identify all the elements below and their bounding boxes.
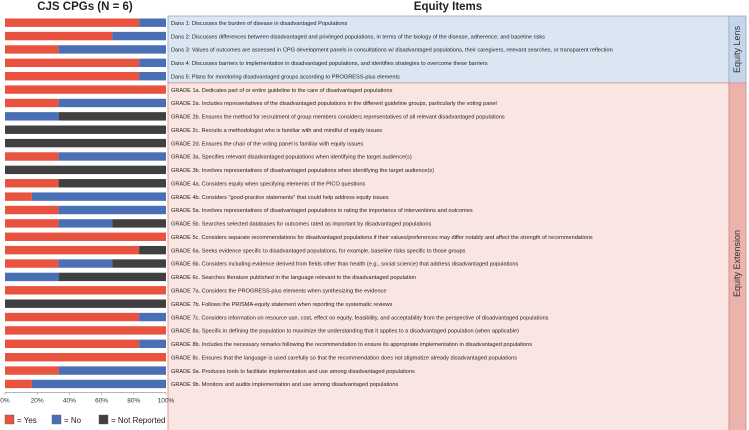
item-label: Dans 1: Discusses the burden of disease in disadvantaged Populations [171, 20, 348, 27]
item-label: GRADE 3b. Involves representatives of disadvantaged populations when identifying the target audience(s) [171, 168, 435, 175]
bar-segment-yes [5, 59, 139, 67]
bar-segment-no [139, 59, 166, 67]
right-panel-title: Equity Items [413, 1, 483, 13]
bar-segment-not-reported [5, 166, 166, 174]
item-label: GRADE 2c. Recruits a methodologist who is familiar with and mindful of equity issues [171, 127, 383, 134]
bar-segment-yes [5, 72, 139, 80]
item-label: GRADE 2a. Includes representatives of the disadvantaged populations in the different guideline groups, particularly the voting panel [171, 101, 497, 108]
item-label: GRADE 5a. Involves representatives of disadvantaged populations in rating the importance of interventions and outcomes [171, 208, 473, 215]
bar-segment-yes [5, 366, 59, 374]
item-label: GRADE 3a. Specifies relevant disadvantaged populations when identifying the target audience(s) [171, 154, 412, 161]
bar-segment-yes [5, 99, 59, 107]
bar-segment-yes [5, 233, 166, 241]
bar-segment-yes [5, 179, 59, 187]
item-label: GRADE 5c. Considers separate recommendations for disadvantaged populations if their values/preferences may differ notably and affect the strength of recommendations [171, 234, 593, 241]
bar-segment-yes [5, 380, 32, 388]
bar-segment-yes [5, 206, 59, 214]
bar-segment-no [139, 340, 166, 348]
bar-segment-yes [5, 18, 139, 26]
legend-label: = No [64, 416, 82, 425]
legend [5, 415, 165, 425]
x-tick-label: 20% [30, 397, 44, 405]
legend-label: = Not Reported [111, 416, 166, 425]
item-label: GRADE 1a. Dedicates part of or entire guideline to the care of disadvantaged populations [171, 87, 393, 94]
legend-swatch-yes [5, 415, 14, 424]
bar-segment-yes [5, 340, 139, 348]
item-label: GRADE 7b. Follows the PRISMA-equity statement when reporting the systematic reviews [171, 301, 393, 308]
legend-label: = Yes [17, 416, 37, 425]
bar-segment-yes [5, 45, 59, 53]
item-label: GRADE 9a. Produces tools to facilitate implementation and use among disadvantaged populations [171, 368, 415, 375]
item-label: GRADE 8c. Ensures that the language is used carefully so that the recommendation does not stigmatize already disadvantaged populations [171, 355, 518, 362]
bar-segment-no [59, 206, 166, 214]
group-band [168, 83, 729, 430]
group-label: Equity Lens [731, 25, 742, 73]
bar-segment-no [112, 32, 166, 40]
bar-segment-not-reported [112, 259, 166, 267]
bar-segment-yes [5, 85, 166, 93]
item-label: Dans 2: Discusses differences between disadvantaged and privileged populations, in terms of the biology of the disease, adherence, and baseline risks [171, 34, 545, 41]
bar-segment-yes [5, 259, 59, 267]
bar-segment-no [59, 366, 166, 374]
item-label: GRADE 7a. Considers the PROGRESS-plus elements when synthesizing the evidence [171, 288, 387, 295]
bar-segment-not-reported [5, 126, 166, 134]
bar-segment-no [59, 45, 166, 53]
bar-segment-no [5, 112, 59, 120]
bar-segment-no [32, 380, 166, 388]
bar-segment-not-reported [112, 219, 166, 227]
bar-segment-no [59, 99, 166, 107]
bar-segment-yes [5, 32, 112, 40]
bar-segment-no [5, 273, 59, 281]
bar-segment-no [139, 313, 166, 321]
bar-segment-no [59, 259, 113, 267]
x-tick-label: 60% [95, 397, 109, 405]
item-label: Dans 5: Plans for monitoring disadvantaged groups according to PROGRESS-plus elements [171, 74, 400, 81]
bar-segment-yes [5, 192, 32, 200]
item-label: GRADE 6c. Searches literature published in the language relevant to the disadvantaged population [171, 275, 417, 282]
item-label: GRADE 5b. Searches selected databases for outcomes rated as important by disadvantaged populations [171, 221, 432, 228]
x-tick-label: 40% [62, 397, 76, 405]
bar-segment-yes [5, 353, 166, 361]
bar-segment-not-reported [5, 299, 166, 307]
item-label: GRADE 8a. Specific in defining the population to maximize the understanding that it applies to a disadvantaged population (when applicable) [171, 328, 519, 335]
x-tick-label: 100% [157, 397, 175, 405]
item-label: GRADE 2b. Ensures the method for recruitment of group members considers representatives of all relevant disadvantaged populations [171, 114, 505, 121]
item-label: GRADE 9b. Monitors and audits implementation and use among disadvantaged populations [171, 382, 399, 389]
item-label: GRADE 7c. Considers information on resource use, cost, effect on equity, feasibility, and acceptability from the perspective of disadvantaged populations [171, 315, 549, 322]
item-label: GRADE 2d. Ensures the chair of the voting panel is familiar with equity issues [171, 141, 364, 148]
bar-segment-not-reported [59, 112, 166, 120]
item-label: GRADE 6b. Considers including evidence derived from fields other than health (e.g., social science) that address disadvantaged populations [171, 261, 519, 268]
item-label: Dans 3: Values of outcomes are assessed in CPG development panels in consultations w/ disadvantaged populations, their caregivers, relevant searches, or transparent reflection [171, 47, 613, 54]
bar-segment-yes [5, 246, 139, 254]
item-label: GRADE 4b. Considers "good-practice statements" that could help address equity issues [171, 194, 389, 201]
bar-area [5, 18, 166, 388]
item-label: GRADE 6a. Seeks evidence specific to disadvantaged populations, for example, baseline risks specific to those groups [171, 248, 466, 255]
x-axis [0, 393, 174, 405]
bar-segment-no [139, 18, 166, 26]
bar-segment-not-reported [59, 273, 166, 281]
group-label: Equity Extension [731, 230, 742, 298]
bar-segment-yes [5, 326, 166, 334]
item-label: GRADE 8b. Includes the necessary remarks following the recommendation to ensure its appropriate implementation in disadvantaged populations [171, 342, 532, 349]
legend-swatch-not-reported [99, 415, 108, 424]
item-label: GRADE 4a. Considers equity when specifying elements of the PICO questions [171, 181, 366, 188]
legend-swatch-no [52, 415, 61, 424]
bar-segment-yes [5, 313, 139, 321]
bar-segment-yes [5, 219, 59, 227]
bar-segment-not-reported [139, 246, 166, 254]
x-tick-label: 0% [0, 397, 10, 405]
bar-segment-not-reported [5, 139, 166, 147]
bar-segment-yes [5, 286, 166, 294]
bar-segment-no [32, 192, 166, 200]
bar-segment-not-reported [59, 179, 166, 187]
bar-segment-no [59, 219, 113, 227]
x-tick-label: 80% [127, 397, 141, 405]
bar-segment-yes [5, 152, 59, 160]
bar-segment-no [59, 152, 166, 160]
item-label: Dans 4: Discusses barriers to implementation in disadvantaged populations, and identifies strategies to overcome these barriers [171, 61, 488, 68]
bar-segment-no [139, 72, 166, 80]
left-chart-title: CJS CPGs (N = 6) [37, 1, 133, 13]
